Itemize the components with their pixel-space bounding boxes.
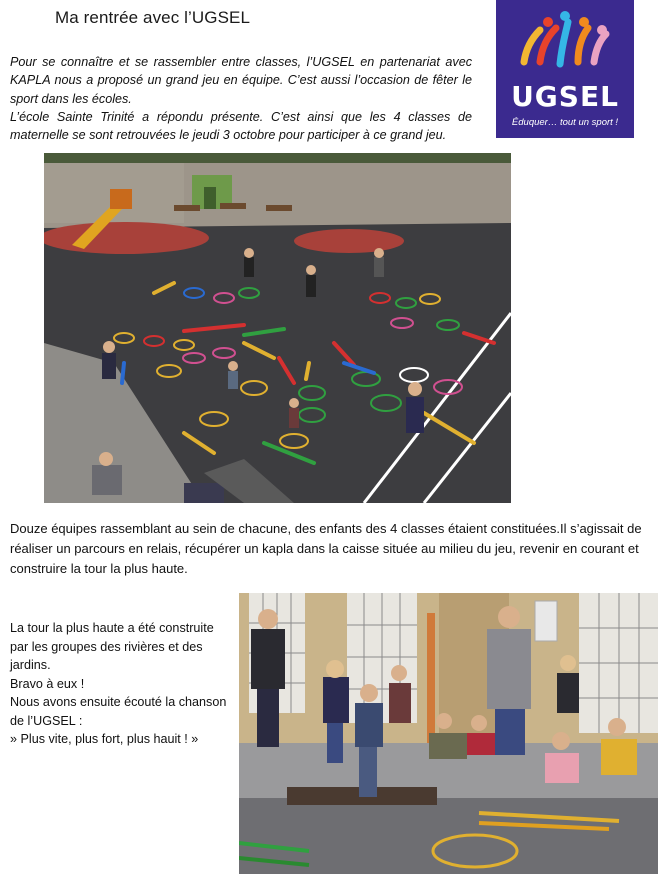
relay-description bbox=[10, 519, 650, 579]
intro-paragraph bbox=[10, 53, 472, 144]
result-line-1: La tour la plus haute a été construite par les groupes des rivières et des jardins. bbox=[10, 621, 214, 672]
result-line-4: » Plus vite, plus fort, plus hauit ! » bbox=[10, 732, 199, 746]
page-title: Ma rentrée avec l’UGSEL bbox=[55, 8, 251, 27]
intro-line-1: Pour se connaître et se rassembler entre classes, l’UGSEL en partenariat avec KAPLA nous a proposé un grand jeu en équipe. C’est aussi l’occasion de fêter le sport dans les écoles. bbox=[10, 55, 472, 106]
logo-tagline: Éduquer… tout un sport ! bbox=[511, 117, 619, 128]
ugsel-logo bbox=[496, 0, 634, 138]
intro-line-2: L’école Sainte Trinité a répondu présente. C’est ainsi que les 4 classes de maternelle se sont retrouvées le jeudi 3 octobre pour participer à ce grand jeu. bbox=[10, 109, 472, 143]
result-line-2: Bravo à eux ! bbox=[10, 676, 85, 691]
relay-description-text: Douze équipes rassemblant au sein de chacune, des enfants des 4 classes étaient constituées.Il s’agissait de réaliser un parcours en relais, récupérer un kapla dans la caisse située au milieu du jeu, revenir en courant et construire la tour la plus haute. bbox=[10, 521, 642, 576]
result-line-3: Nous avons ensuite écouté la chanson de l’UGSEL : bbox=[10, 695, 227, 728]
schoolyard-photo bbox=[44, 153, 511, 503]
logo-brand: UGSEL bbox=[511, 80, 619, 113]
children-building-photo bbox=[239, 593, 658, 874]
ugsel-figures-icon bbox=[496, 0, 634, 85]
result-paragraph bbox=[10, 619, 235, 749]
